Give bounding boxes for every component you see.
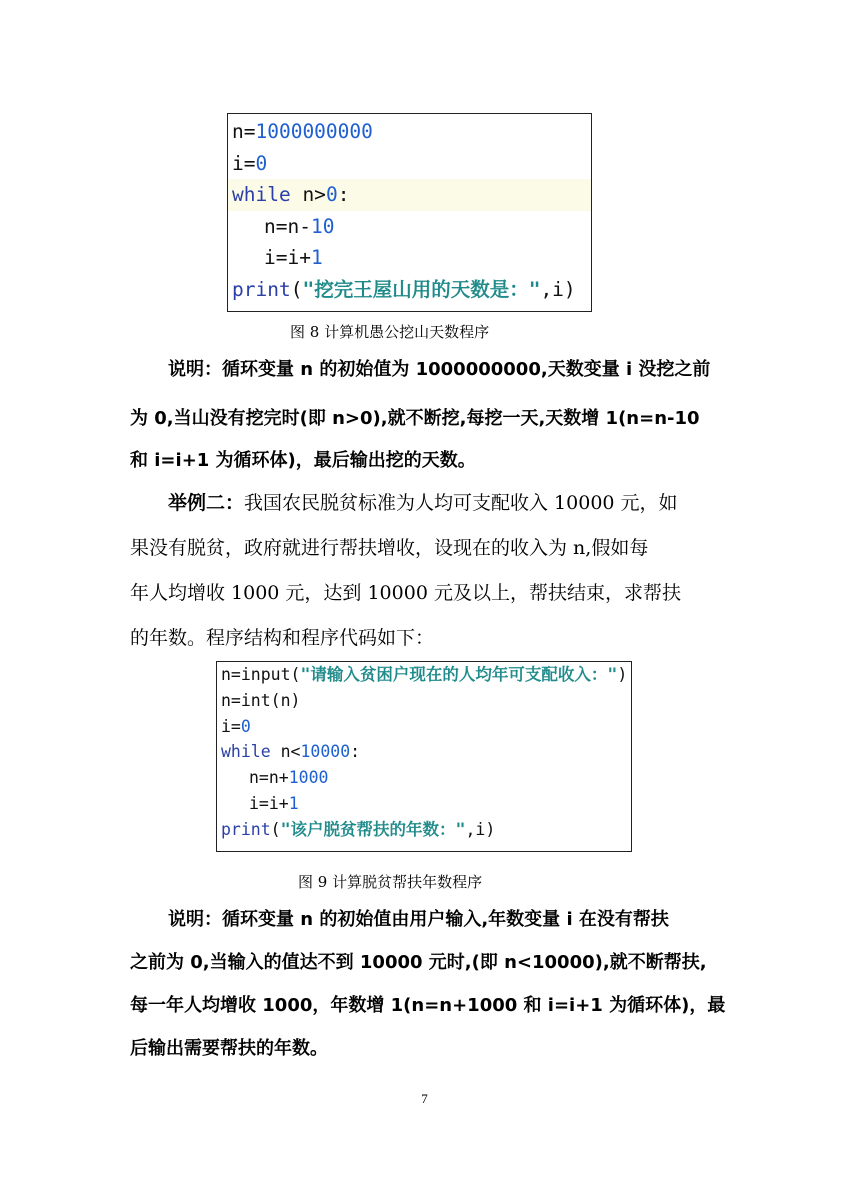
code-line <box>217 714 631 740</box>
explanation-1-line-1: 说明：循环变量 n 的初始值为 1000000000,天数变量 i 没挖之前 <box>168 359 711 380</box>
code-line <box>228 242 591 274</box>
code-string: "请输入贫困户现在的人均年可支配收入：" <box>300 665 618 684</box>
explanation-1-line-3: 和 i=i+1 为循环体)，最后输出挖的天数。 <box>130 450 476 471</box>
code-string: "该户脱贫帮扶的年数：" <box>280 819 466 839</box>
example-2-lead: 举例二： <box>168 492 245 514</box>
code-number: 0 <box>325 183 338 207</box>
code-block-figure-8 <box>227 113 592 312</box>
code-token: i=i+ <box>249 793 289 813</box>
code-number: 10000 <box>300 742 351 762</box>
code-line <box>217 791 631 817</box>
code-token: n> <box>290 183 326 207</box>
code-line <box>228 148 591 180</box>
code-line <box>217 688 631 714</box>
code-keyword: print <box>221 819 271 839</box>
code-number: 1000000000 <box>255 120 373 143</box>
code-line-highlighted <box>228 179 591 211</box>
example-2-line-1 <box>168 488 758 515</box>
code-line <box>228 116 591 148</box>
code-line <box>217 739 631 765</box>
code-token: n=n+ <box>249 768 289 788</box>
code-token: ) <box>617 665 628 684</box>
explanation-2-line-1: 说明：循环变量 n 的初始值由用户输入,年数变量 i 在没有帮扶 <box>168 909 669 930</box>
code-token: i=i+ <box>264 246 311 270</box>
code-token: ,i) <box>465 819 496 839</box>
code-token: n=input( <box>221 665 301 684</box>
figure-9-caption: 图 9 计算脱贫帮扶年数程序 <box>298 873 483 891</box>
code-line <box>217 765 631 791</box>
page-number: 7 <box>421 1091 428 1106</box>
code-line <box>217 817 631 843</box>
code-token: n= <box>232 120 256 143</box>
code-number: 0 <box>255 151 268 175</box>
code-token: n=n- <box>264 214 311 238</box>
code-number: 10 <box>310 214 335 238</box>
code-token: n=int(n) <box>221 690 301 710</box>
code-token: i= <box>221 716 241 736</box>
code-token: n< <box>270 742 301 762</box>
code-keyword: while <box>221 742 271 762</box>
code-line <box>228 211 591 243</box>
explanation-2-line-3: 每一年人均增收 1000，年数增 1(n=n+1000 和 i=i+1 为循环体)，最 <box>130 995 726 1016</box>
code-line <box>228 274 591 306</box>
code-number: 1 <box>310 246 323 270</box>
code-number: 1 <box>288 793 299 813</box>
code-number: 0 <box>240 716 251 736</box>
code-keyword: print <box>232 277 291 301</box>
explanation-2-line-2: 之前为 0,当输入的值达不到 10000 元时,(即 n<10000),就不断帮扶, <box>130 952 707 973</box>
code-token: : <box>350 742 361 762</box>
code-keyword: while <box>232 183 291 207</box>
explanation-1-line-2: 为 0,当山没有挖完时(即 n>0),就不断挖,每挖一天,天数增 1(n=n-10 <box>130 408 700 429</box>
example-2-line-1-text: 我国农民脱贫标准为人均可支配收入 10000 元，如 <box>244 492 678 514</box>
explanation-2-line-4: 后输出需要帮扶的年数。 <box>130 1038 328 1059</box>
code-block-figure-9 <box>216 661 632 852</box>
example-2-line-2: 果没有脱贫，政府就进行帮扶增收，设现在的收入为 n,假如每 <box>130 537 649 559</box>
code-token: ( <box>290 277 303 301</box>
figure-8-caption: 图 8 计算机愚公挖山天数程序 <box>290 323 490 341</box>
code-string: "挖完王屋山用的天数是：" <box>302 277 541 301</box>
example-2-line-4: 的年数。程序结构和程序代码如下： <box>130 627 435 649</box>
code-line <box>217 662 631 688</box>
code-token: ( <box>270 819 281 839</box>
code-number: 1000 <box>288 768 329 788</box>
code-token: : <box>337 183 350 207</box>
code-token: ,i) <box>540 277 576 301</box>
code-token: i= <box>232 151 256 175</box>
example-2-line-3: 年人均增收 1000 元，达到 10000 元及以上，帮扶结束，求帮扶 <box>130 582 681 604</box>
